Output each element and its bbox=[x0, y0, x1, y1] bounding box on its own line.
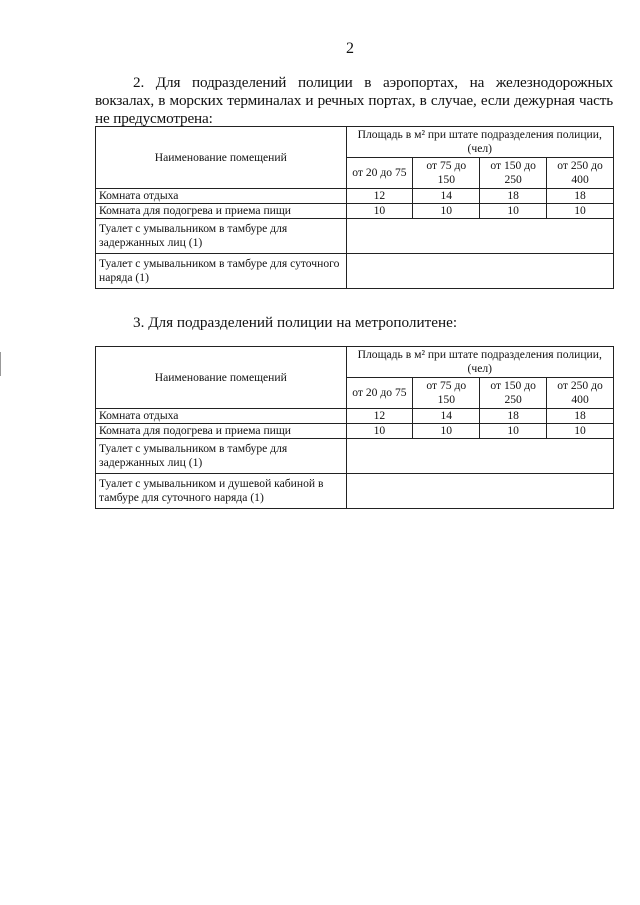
column-header-area: Площадь в м² при штате подразделения полиции, (чел) bbox=[346, 347, 614, 378]
area-value: 18 bbox=[547, 409, 614, 424]
staff-range-header: от 20 до 75 bbox=[346, 378, 413, 409]
table-row bbox=[96, 474, 614, 509]
column-header-room-name: Наименование помещений bbox=[96, 127, 347, 189]
table-row bbox=[96, 204, 614, 219]
section-3-table bbox=[95, 346, 614, 509]
section-2-table bbox=[95, 126, 614, 289]
section-3-heading: 3. Для подразделений полиции на метрополитене: bbox=[133, 314, 458, 331]
room-name: Туалет с умывальником и душевой кабиной в тамбуре для суточного наряда (1) bbox=[96, 474, 347, 509]
table-row bbox=[96, 189, 614, 204]
section-2-heading: 2. Для подразделений полиции в аэропортах, на железнодорожных вокзалах, в морских терминалах и речных портах, в случае, если дежурная часть не предусмотрена: bbox=[95, 74, 613, 127]
area-value: 10 bbox=[346, 204, 413, 219]
empty-area-cell bbox=[346, 439, 614, 474]
area-value: 10 bbox=[413, 204, 480, 219]
area-value: 18 bbox=[480, 189, 547, 204]
staff-range-header: от 75 до 150 bbox=[413, 378, 480, 409]
scan-margin-mark bbox=[0, 352, 1, 376]
room-name: Туалет с умывальником в тамбуре для задержанных лиц (1) bbox=[96, 439, 347, 474]
staff-range-header: от 20 до 75 bbox=[346, 158, 413, 189]
empty-area-cell bbox=[346, 254, 614, 289]
room-name: Комната отдыха bbox=[96, 189, 347, 204]
area-value: 18 bbox=[480, 409, 547, 424]
area-value: 10 bbox=[547, 424, 614, 439]
staff-range-header: от 250 до 400 bbox=[547, 158, 614, 189]
area-value: 12 bbox=[346, 189, 413, 204]
area-value: 14 bbox=[413, 189, 480, 204]
room-name: Комната для подогрева и приема пищи bbox=[96, 204, 347, 219]
table-row bbox=[96, 254, 614, 289]
area-value: 10 bbox=[346, 424, 413, 439]
area-value: 10 bbox=[480, 204, 547, 219]
area-value: 14 bbox=[413, 409, 480, 424]
empty-area-cell bbox=[346, 474, 614, 509]
staff-range-header: от 250 до 400 bbox=[547, 378, 614, 409]
room-name: Туалет с умывальником в тамбуре для суточного наряда (1) bbox=[96, 254, 347, 289]
column-header-room-name: Наименование помещений bbox=[96, 347, 347, 409]
staff-range-header: от 150 до 250 bbox=[480, 158, 547, 189]
column-header-area: Площадь в м² при штате подразделения полиции, (чел) bbox=[346, 127, 614, 158]
area-value: 12 bbox=[346, 409, 413, 424]
room-name: Комната для подогрева и приема пищи bbox=[96, 424, 347, 439]
room-name: Туалет с умывальником в тамбуре для задержанных лиц (1) bbox=[96, 219, 347, 254]
area-value: 10 bbox=[547, 204, 614, 219]
table-row bbox=[96, 439, 614, 474]
room-name: Комната отдыха bbox=[96, 409, 347, 424]
table-row bbox=[96, 409, 614, 424]
staff-range-header: от 150 до 250 bbox=[480, 378, 547, 409]
area-value: 18 bbox=[547, 189, 614, 204]
empty-area-cell bbox=[346, 219, 614, 254]
area-value: 10 bbox=[413, 424, 480, 439]
area-value: 10 bbox=[480, 424, 547, 439]
table-row bbox=[96, 219, 614, 254]
page-number: 2 bbox=[346, 40, 354, 57]
table-row bbox=[96, 424, 614, 439]
staff-range-header: от 75 до 150 bbox=[413, 158, 480, 189]
